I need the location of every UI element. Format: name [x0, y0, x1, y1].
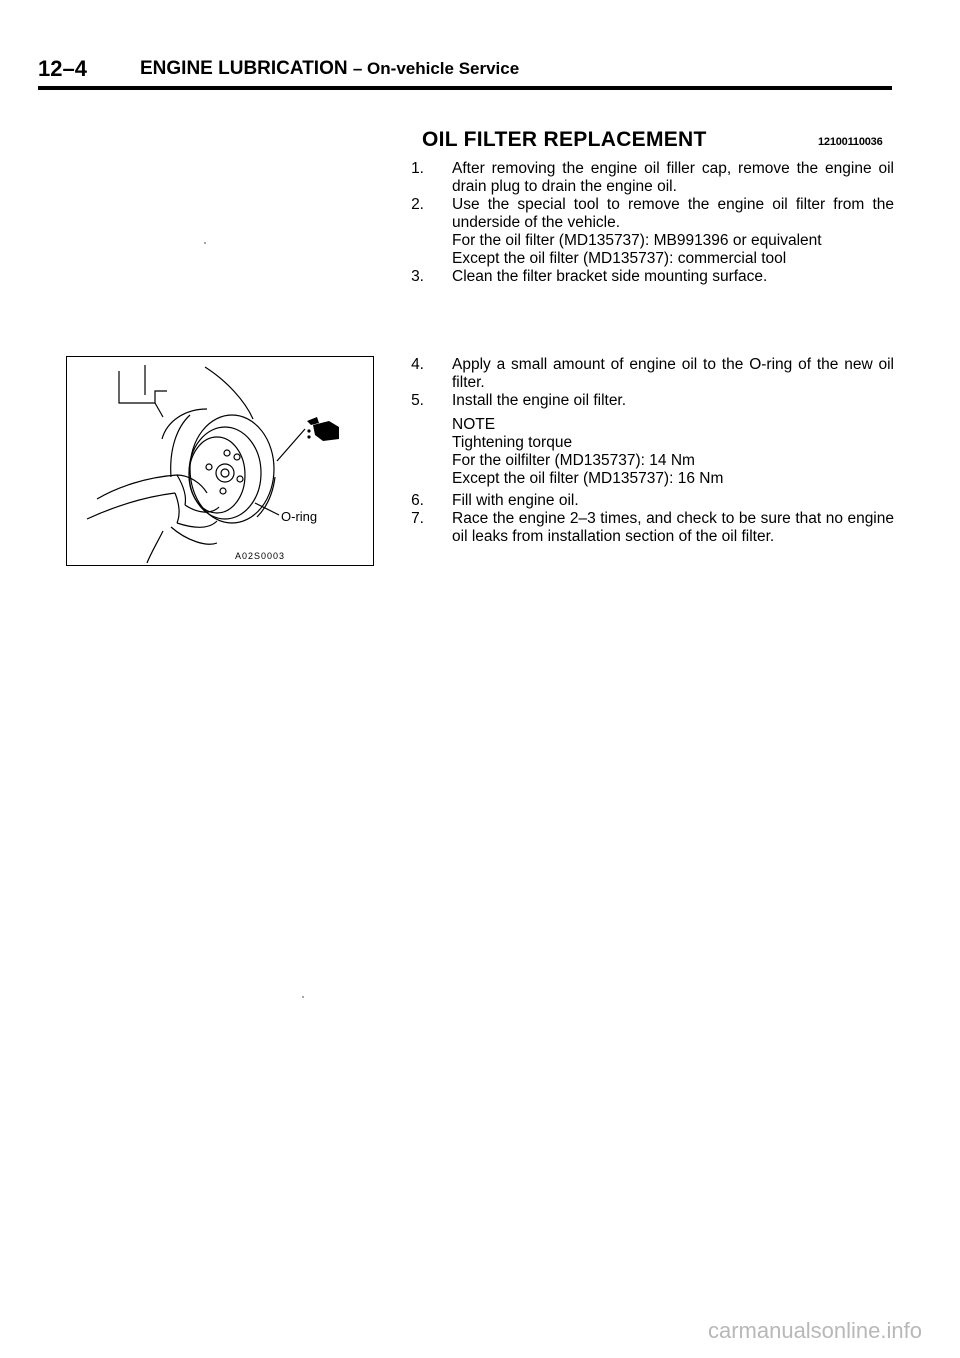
note-line: Tightening torque: [452, 434, 573, 451]
step-5: [400, 392, 894, 488]
step-3: [400, 268, 894, 286]
header-title: [140, 58, 519, 80]
step-text: Clean the filter bracket side mounting surface.: [452, 268, 768, 285]
step-2: [400, 196, 894, 268]
header-title-sub: – On-vehicle Service: [352, 59, 520, 78]
section-code: 12100110036: [818, 136, 883, 148]
scan-speck: [302, 996, 304, 998]
step-4: [400, 356, 894, 392]
step-text: Install the engine oil filter.: [452, 392, 627, 409]
step-text: Race the engine 2–3 times, and check to be sure that no engine oil leaks from installation section of the oil filter.: [452, 510, 894, 545]
scan-speck: [204, 242, 206, 244]
watermark-text: carmanualsonline.info: [707, 1318, 922, 1343]
step-number: 6.: [411, 492, 424, 509]
step-7: [400, 510, 894, 546]
oil-filter-illustration: [67, 357, 373, 565]
step-sub-line: For the oil filter (MD135737): MB991396 or equivalent: [452, 232, 822, 249]
step-text: Apply a small amount of engine oil to the O-ring of the new oil filter.: [452, 356, 894, 391]
step-number: 5.: [411, 392, 424, 409]
steps-list-first: [400, 160, 894, 286]
o-ring-label: O-ring: [281, 509, 318, 524]
step-text: Use the special tool to remove the engine oil filter from the underside of the vehicle.: [452, 196, 894, 231]
step-number: 7.: [411, 510, 424, 527]
note-line: For the oilfilter (MD135737): 14 Nm: [452, 452, 695, 469]
note-heading: NOTE: [452, 416, 496, 433]
step-number: 4.: [411, 356, 424, 373]
header-title-main: ENGINE LUBRICATION: [140, 58, 348, 79]
step-1: [400, 160, 894, 196]
step-6: [400, 492, 894, 510]
step-number: 3.: [411, 268, 424, 285]
step-number: 2.: [411, 196, 424, 213]
header-rule: [38, 86, 892, 90]
oil-can-icon: [307, 417, 339, 441]
steps-list-second: [400, 356, 894, 546]
step-sub-line: Except the oil filter (MD135737): commercial tool: [452, 250, 787, 267]
oil-filter-figure: [66, 356, 374, 566]
figure-reference-code: A02S0003: [235, 551, 286, 561]
step-number: 1.: [411, 160, 424, 177]
page-header: [38, 56, 892, 92]
step-text: After removing the engine oil filler cap, remove the engine oil drain plug to drain the engine oil.: [452, 160, 894, 195]
page-number: 12–4: [38, 56, 87, 81]
step-text: Fill with engine oil.: [452, 492, 579, 509]
note-line: Except the oil filter (MD135737): 16 Nm: [452, 470, 724, 487]
section-title: OIL FILTER REPLACEMENT: [422, 128, 707, 151]
note-block: [452, 416, 894, 488]
